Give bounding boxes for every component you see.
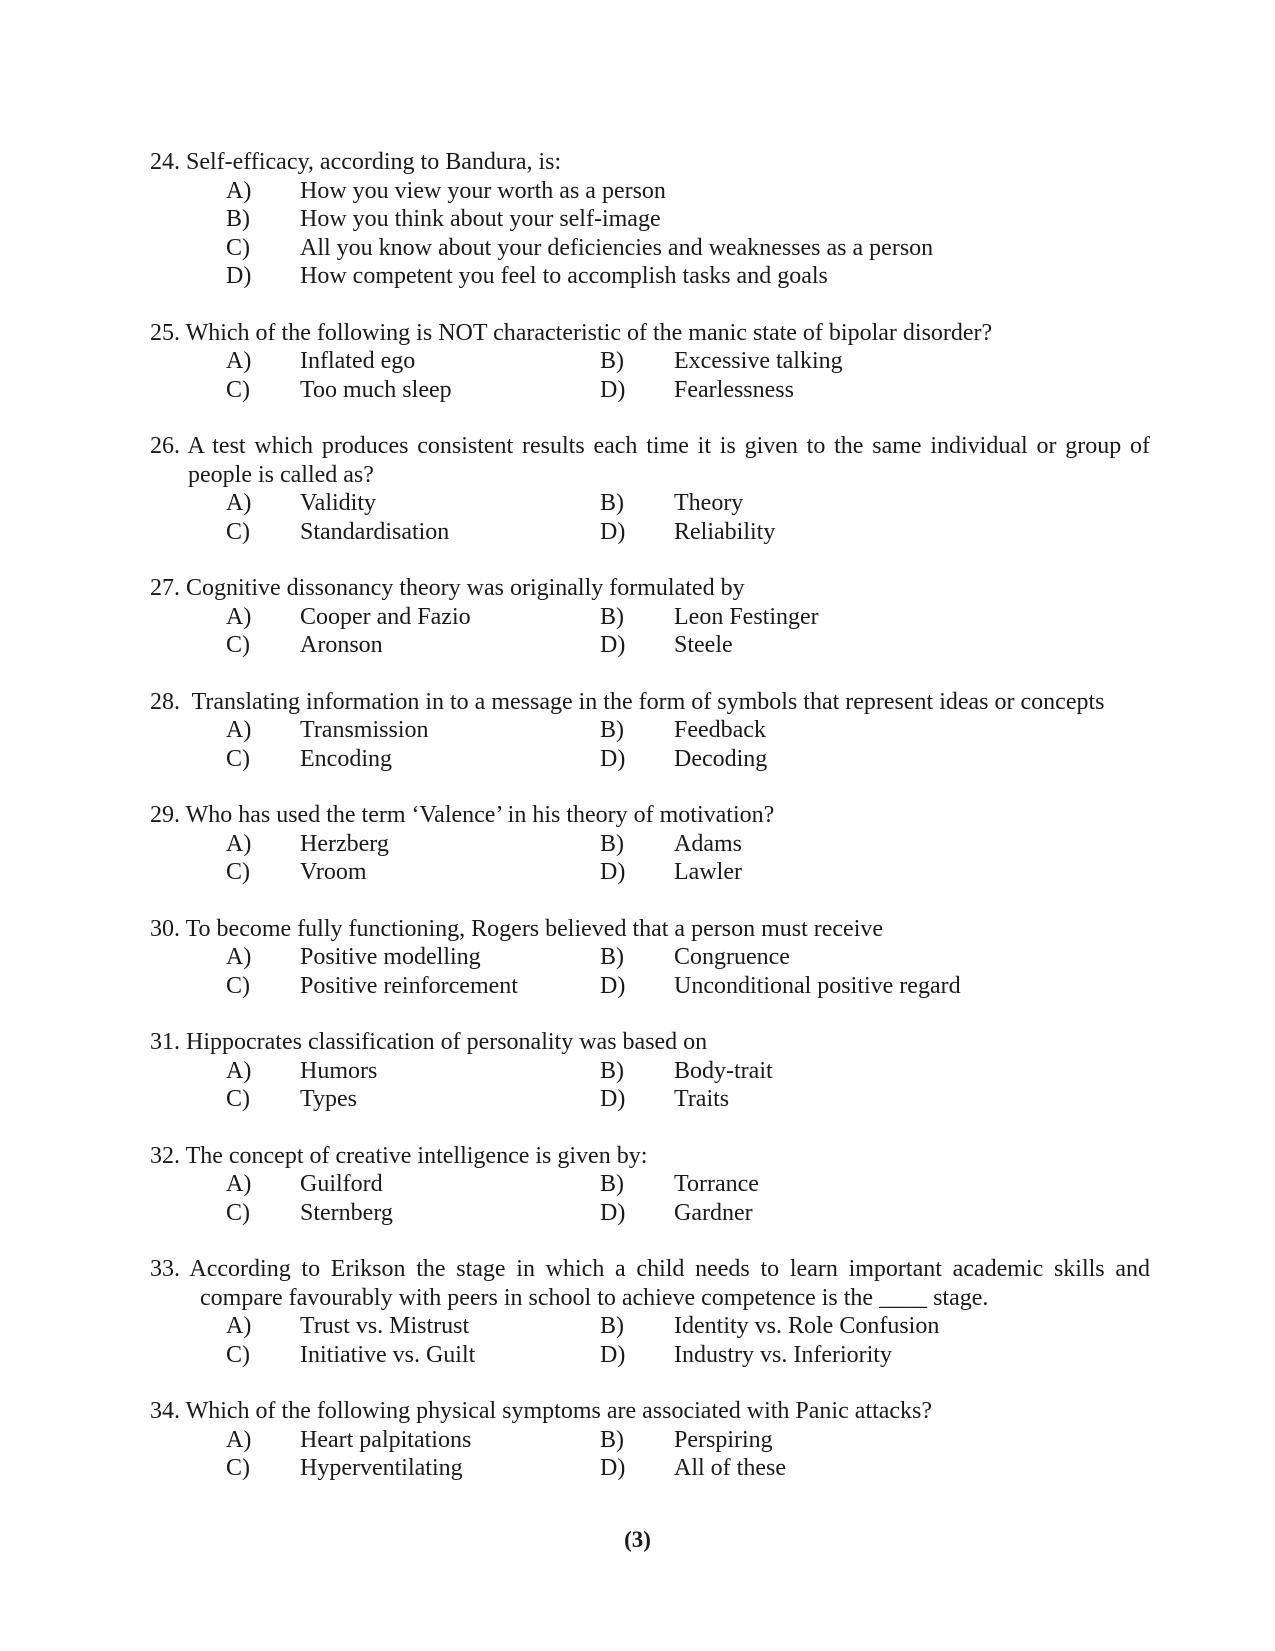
question-stem: 25. Which of the following is NOT characteristic of the manic state of bipolar disorder? [150,319,993,346]
option-d: D) Gardner [600,1199,753,1226]
option-a: A) Heart palpitations [226,1426,472,1453]
option-c: C) Sternberg [226,1199,393,1226]
option-a: A) Trust vs. Mistrust [226,1313,470,1339]
option-d: D) Fearlessness [600,376,794,403]
option-a: A) Herzberg [226,830,389,857]
option-b: B) Theory [600,490,744,516]
question-stem: 28. Translating information in to a message in the form of symbols that represent ideas or concepts [150,688,1105,715]
option-d: D) Reliability [600,518,776,545]
option-d: D) All of these [600,1455,786,1481]
option-a: A) How you view your worth as a person [226,177,666,204]
question-stem: 26. A test which produces consistent results each time it is given to the same individual or group of people is called as? [150,433,1150,488]
question-31 [150,1028,1150,1114]
option-b: B) Excessive talking [600,348,843,374]
question-25 [150,319,1150,405]
question-32 [150,1142,1150,1228]
option-c: C) Types [226,1086,357,1112]
question-stem: 29. Who has used the term ‘Valence’ in his theory of motivation? [150,802,775,828]
option-c: C) Positive reinforcement [226,972,518,999]
option-c: C) Initiative vs. Guilt [226,1341,476,1368]
option-d: D) Industry vs. Inferiority [600,1341,892,1368]
question-stem: 32. The concept of creative intelligence is given by: [150,1142,648,1169]
option-b: B) How you think about your self-image [226,206,661,232]
option-b: B) Feedback [600,717,766,743]
question-24 [150,148,1150,291]
option-b: B) Torrance [600,1171,759,1197]
question-34 [150,1397,1150,1483]
question-28 [150,688,1150,774]
option-a: A) Inflated ego [226,348,416,374]
option-a: A) Transmission [226,717,429,743]
option-d: D) Steele [600,632,733,658]
option-b: B) Body-trait [600,1057,773,1084]
question-stem: 27. Cognitive dissonancy theory was originally formulated by [150,575,745,601]
option-a: A) Guilford [226,1171,383,1197]
option-c: C) Encoding [226,745,392,772]
question-stem: 30. To become fully functioning, Rogers believed that a person must receive [150,915,884,942]
question-paper-page [150,148,1150,1511]
option-b: B) Leon Festinger [600,603,819,630]
question-30 [150,915,1150,1001]
option-d: D) Unconditional positive regard [600,972,961,999]
option-d: D) Lawler [600,859,742,885]
option-b: B) Perspiring [600,1426,773,1453]
option-a: A) Cooper and Fazio [226,603,471,630]
option-d: D) How competent you feel to accomplish tasks and goals [226,263,828,289]
question-stem: 33. According to Erikson the stage in which a child needs to learn important academic skills and compare favourably with peers in school to achieve competence is the ____ stage. [150,1256,1150,1311]
option-a: A) Positive modelling [226,944,481,970]
option-d: D) Traits [600,1086,730,1112]
question-stem: 24. Self-efficacy, according to Bandura, is: [150,149,562,175]
option-c: C) Hyperventilating [226,1455,463,1481]
question-26 [150,432,1150,546]
option-b: B) Congruence [600,944,790,970]
question-27 [150,574,1150,660]
option-c: C) Standardisation [226,518,450,545]
option-c: C) Too much sleep [226,376,452,403]
page-number: (3) [624,1527,651,1552]
question-stem: 31. Hippocrates classification of personality was based on [150,1029,708,1055]
question-29 [150,801,1150,887]
option-b: B) Adams [600,830,742,857]
option-a: A) Validity [226,490,376,516]
option-c: C) Vroom [226,859,367,885]
option-c: C) All you know about your deficiencies and weaknesses as a person [226,234,934,261]
option-c: C) Aronson [226,632,383,658]
question-33 [150,1255,1150,1369]
option-d: D) Decoding [600,745,768,772]
option-a: A) Humors [226,1057,378,1084]
option-b: B) Identity vs. Role Confusion [600,1313,940,1339]
question-stem: 34. Which of the following physical symptoms are associated with Panic attacks? [150,1398,933,1424]
